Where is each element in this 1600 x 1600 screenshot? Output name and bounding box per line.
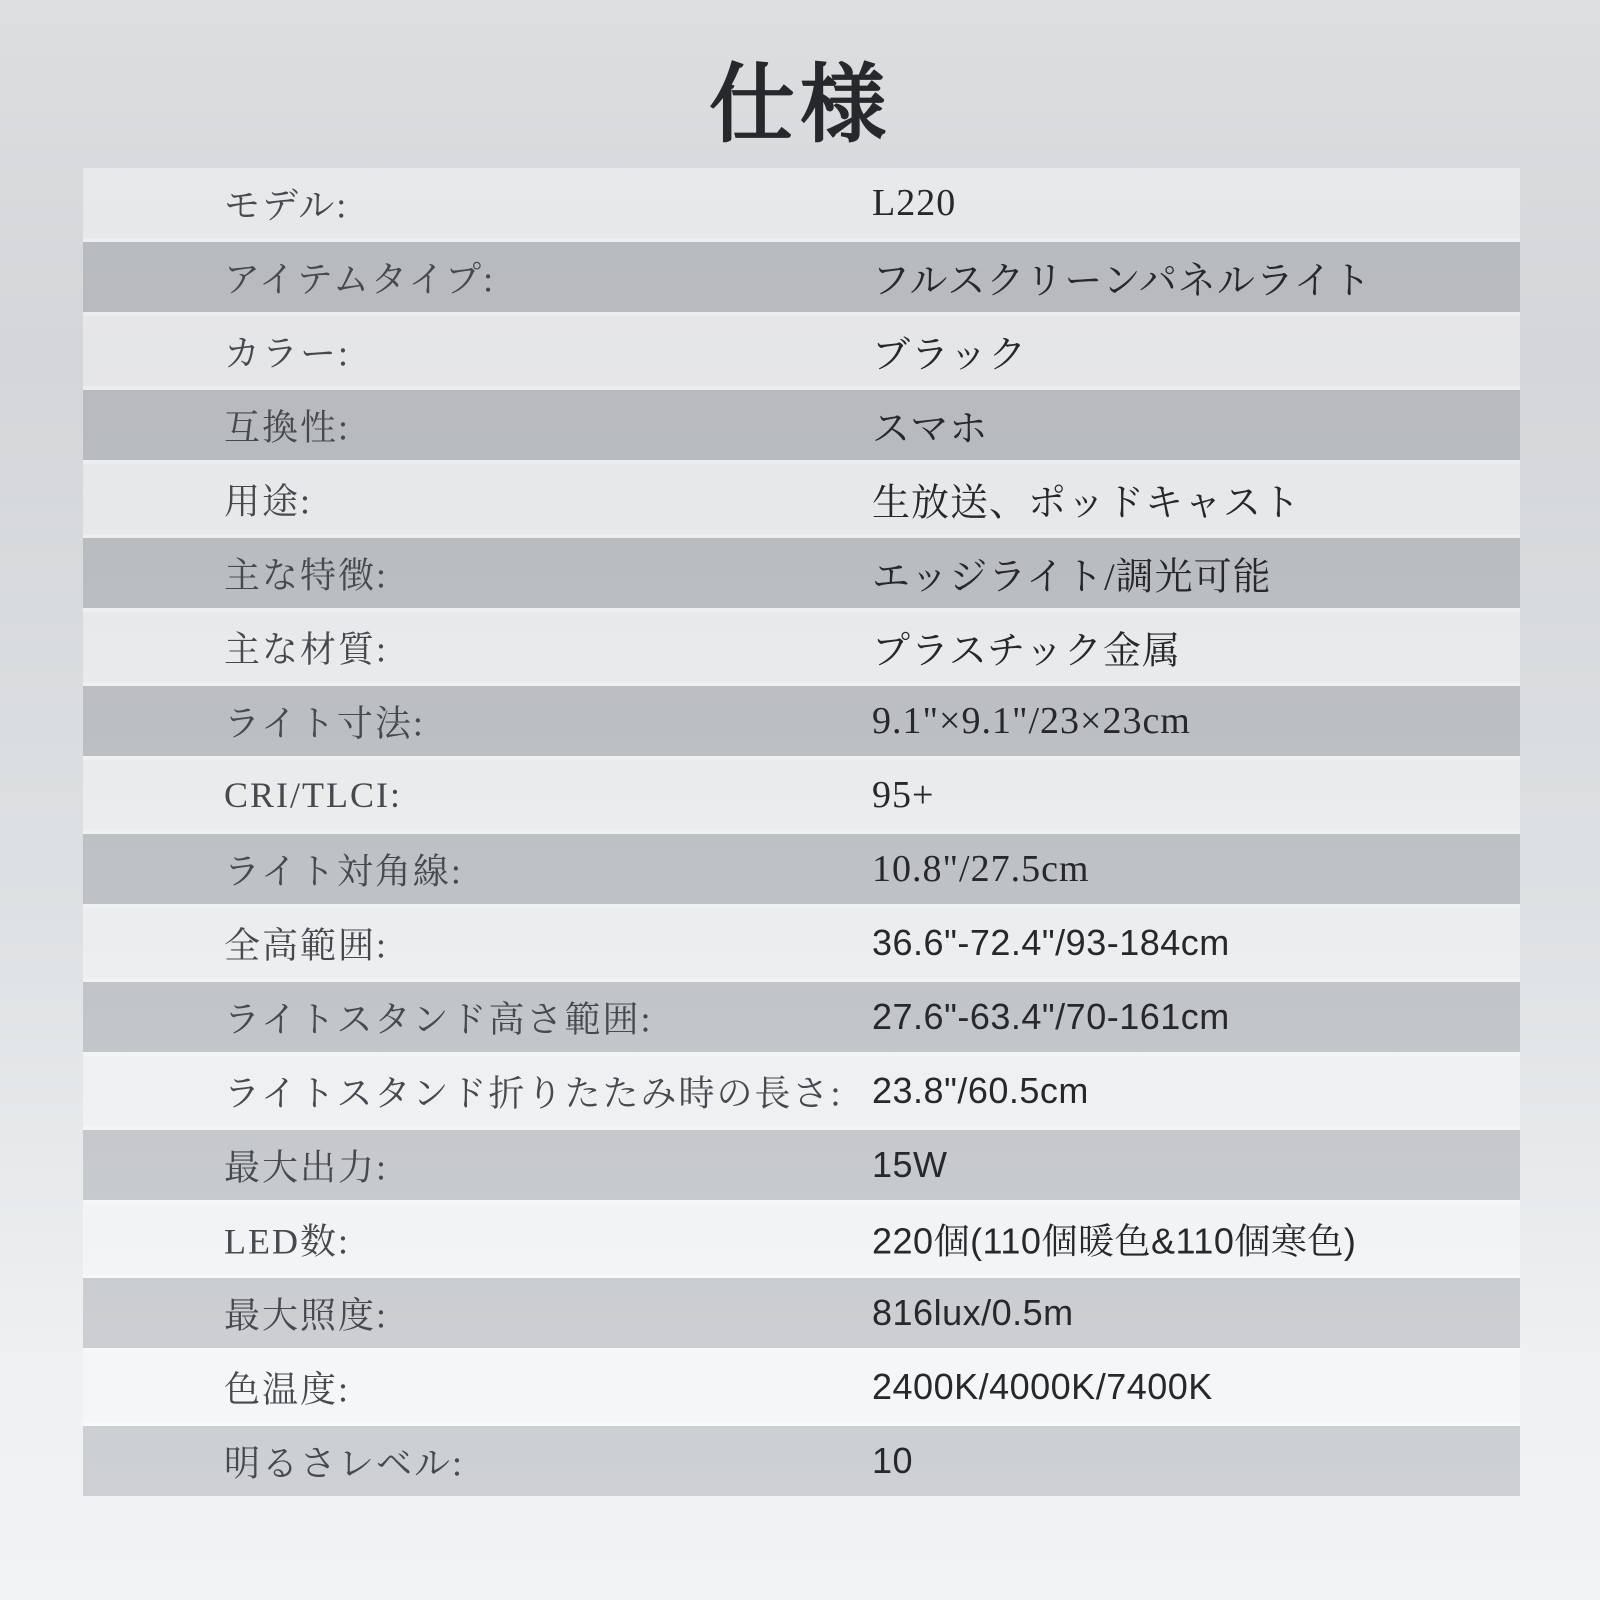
spec-value: エッジライト/調光可能 (872, 556, 1272, 599)
spec-row (83, 168, 1520, 242)
spec-row (83, 1352, 1520, 1426)
spec-row (83, 538, 1520, 612)
spec-row (83, 760, 1520, 834)
spec-table (83, 168, 1520, 1496)
spec-row (83, 242, 1520, 316)
spec-label: 色温度: (224, 1369, 351, 1410)
spec-row (83, 908, 1520, 982)
spec-label: LED数: (224, 1221, 350, 1262)
spec-label: 明るさレベル: (224, 1443, 465, 1484)
spec-label: 用途: (224, 481, 313, 522)
spec-value: 2400K/4000K/7400K (872, 1366, 1213, 1407)
spec-label: カラー: (224, 333, 351, 374)
spec-label: 最大照度: (224, 1295, 389, 1336)
spec-label: 互換性: (224, 407, 351, 448)
spec-row (83, 982, 1520, 1056)
spec-value: ブラック (872, 334, 1028, 377)
spec-label: ライト寸法: (224, 703, 425, 744)
spec-label: アイテムタイプ: (224, 259, 496, 300)
spec-label: ライトスタンド折りたたみ時の長さ: (224, 1073, 843, 1114)
spec-value: スマホ (872, 408, 989, 451)
spec-row (83, 390, 1520, 464)
spec-label: 主な材質: (224, 629, 389, 670)
spec-value: 23.8"/60.5cm (872, 1070, 1089, 1111)
spec-value: 95+ (872, 774, 935, 816)
spec-value: L220 (872, 182, 957, 224)
page-title: 仕様 (709, 57, 891, 153)
spec-value: 27.6"-63.4"/70-161cm (872, 996, 1230, 1037)
spec-row (83, 1056, 1520, 1130)
spec-row (83, 1278, 1520, 1352)
spec-value: 220個(110個暖色&110個寒色) (872, 1220, 1357, 1262)
spec-label: 最大出力: (224, 1147, 389, 1188)
spec-value: 816lux/0.5m (872, 1292, 1074, 1333)
spec-value: 10 (872, 1440, 914, 1481)
spec-value: 9.1"×9.1"/23×23cm (872, 700, 1191, 742)
spec-row (83, 612, 1520, 686)
spec-value: 15W (872, 1144, 948, 1185)
spec-label: ライトスタンド高さ範囲: (224, 999, 653, 1040)
spec-value: 36.6"-72.4"/93-184cm (872, 922, 1230, 963)
spec-label: ライト対角線: (224, 851, 463, 892)
spec-label: 主な特徴: (224, 555, 389, 596)
spec-label: モデル: (224, 185, 349, 226)
spec-row (83, 834, 1520, 908)
spec-value: 生放送、ポッドキャスト (872, 482, 1302, 525)
spec-row (83, 1426, 1520, 1496)
spec-row (83, 464, 1520, 538)
spec-row (83, 1130, 1520, 1204)
spec-value: フルスクリーンパネルライト (872, 260, 1372, 303)
spec-row (83, 686, 1520, 760)
spec-value: プラスチック金属 (872, 630, 1181, 673)
spec-row (83, 316, 1520, 390)
spec-label: 全高範囲: (224, 925, 389, 966)
spec-label: CRI/TLCI: (224, 775, 402, 815)
spec-value: 10.8"/27.5cm (872, 848, 1090, 890)
spec-row (83, 1204, 1520, 1278)
